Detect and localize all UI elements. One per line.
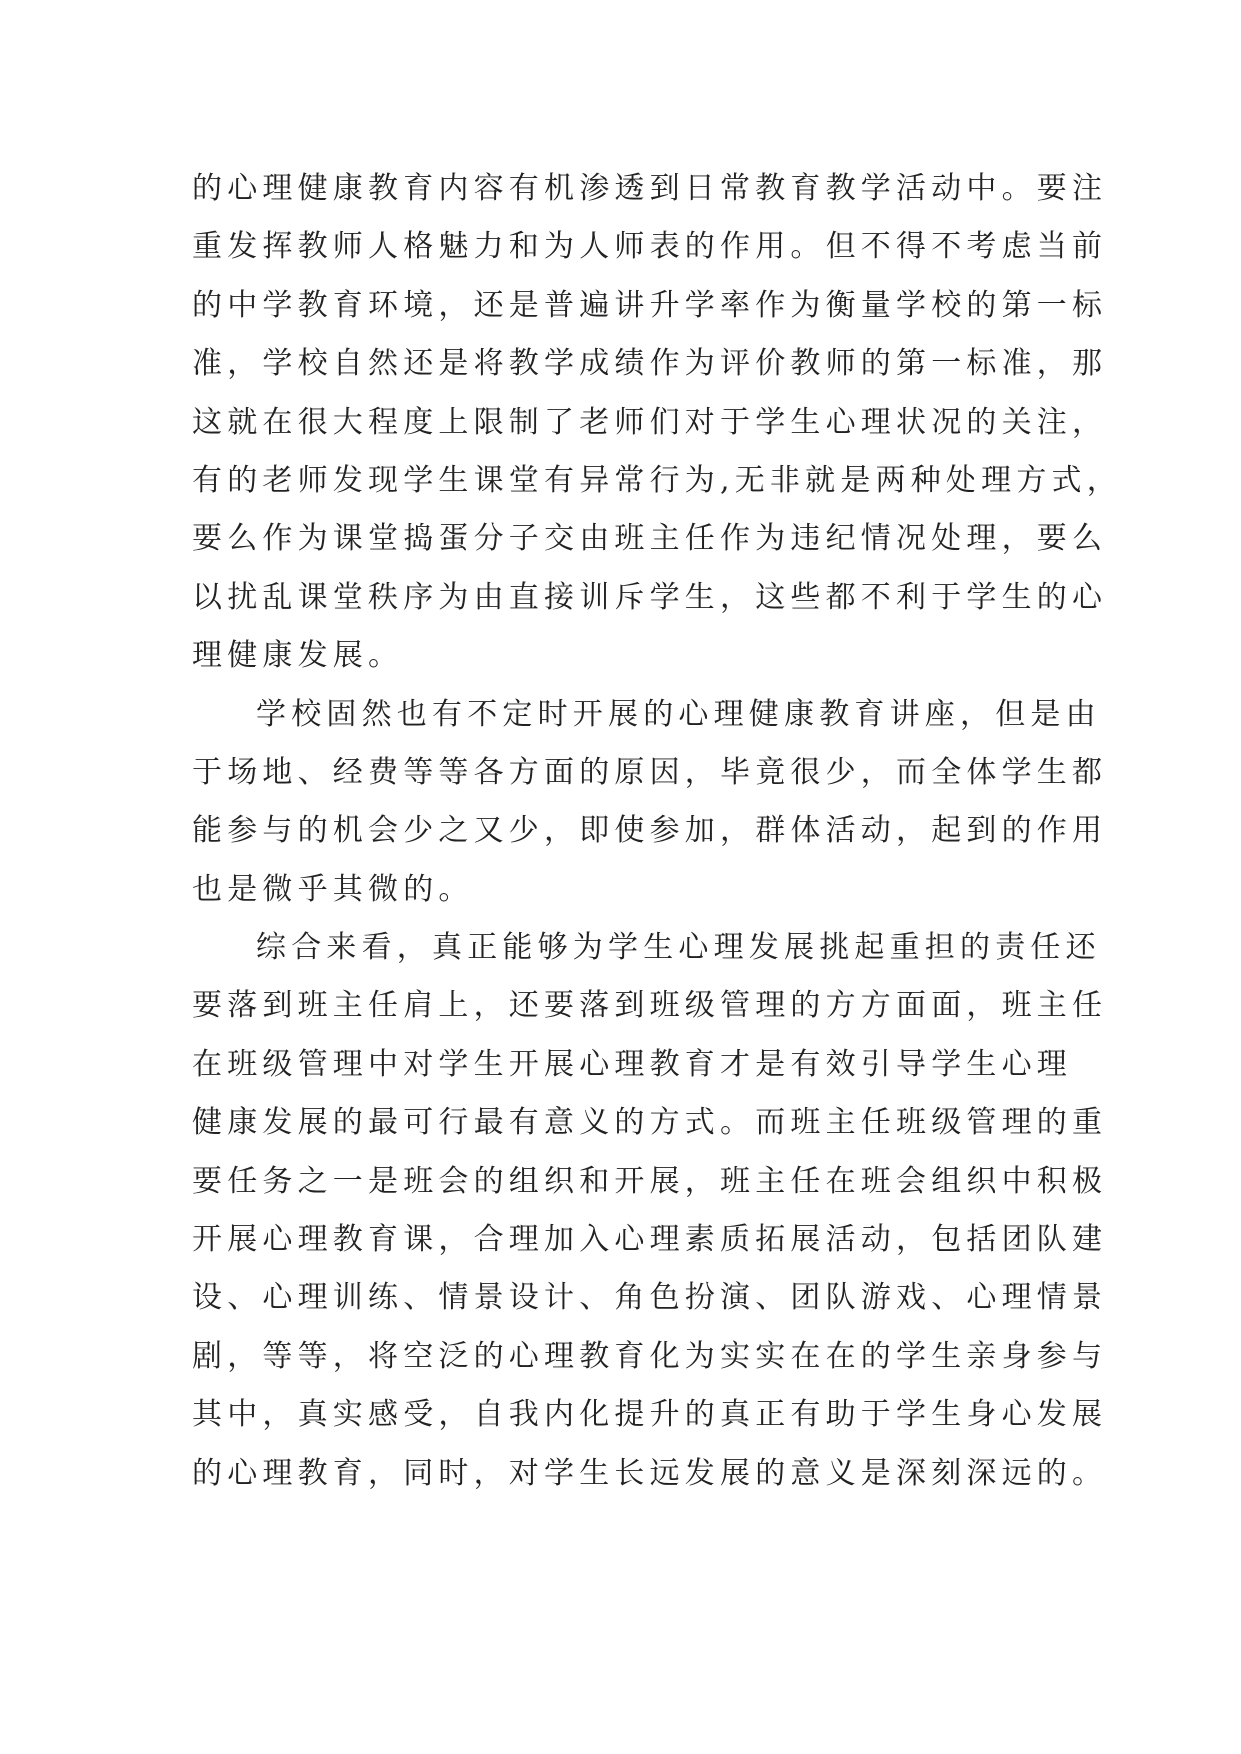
text-line: 理健康发展。 <box>192 638 404 674</box>
body-text <box>192 160 1122 1503</box>
text-line: 开展心理教育课，合理加入心理素质拓展活动，包括团队建 <box>192 1222 1108 1258</box>
text-line: 能参与的机会少之又少，即使参加，群体活动，起到的作用 <box>192 813 1108 849</box>
text-line: 剧，等等，将空泛的心理教育化为实实在在的学生亲身参与 <box>192 1338 1108 1374</box>
paragraph-first-line: 学校固然也有不定时开展的心理健康教育讲座，但是由 <box>256 696 1101 732</box>
text-line: 准，学校自然还是将教学成绩作为评价教师的第一标准，那 <box>192 346 1108 382</box>
text-line: 重发挥教师人格魅力和为人师表的作用。但不得不考虑当前 <box>192 229 1108 265</box>
text-line: 设、心理训练、情景设计、角色扮演、团队游戏、心理情景 <box>192 1280 1108 1316</box>
text-line: 其中，真实感受，自我内化提升的真正有助于学生身心发展 <box>192 1397 1108 1433</box>
paragraph-first-line: 综合来看，真正能够为学生心理发展挑起重担的责任还 <box>256 930 1101 966</box>
text-line: 的心理健康教育内容有机渗透到日常教育教学活动中。要注 <box>192 171 1108 206</box>
text-line: 这就在很大程度上限制了老师们对于学生心理状况的关注， <box>192 404 1108 440</box>
text-line: 健康发展的最可行最有意义的方式。而班主任班级管理的重 <box>192 1105 1108 1141</box>
text-line: 要落到班主任肩上，还要落到班级管理的方方面面，班主任 <box>192 988 1108 1024</box>
text-line: 要么作为课堂捣蛋分子交由班主任作为违纪情况处理，要么 <box>192 521 1108 557</box>
text-line: 有的老师发现学生课堂有异常行为,无非就是两种处理方式， <box>192 462 1122 498</box>
text-line: 也是微乎其微的。 <box>192 871 474 907</box>
text-line: 以扰乱课堂秩序为由直接训斥学生，这些都不利于学生的心 <box>192 579 1108 615</box>
text-line: 于场地、经费等等各方面的原因，毕竟很少，而全体学生都 <box>192 754 1108 790</box>
text-line: 的中学教育环境，还是普遍讲升学率作为衡量学校的第一标 <box>192 287 1108 323</box>
text-line: 要任务之一是班会的组织和开展，班主任在班会组织中积极 <box>192 1163 1108 1199</box>
text-line: 在班级管理中对学生开展心理教育才是有效引导学生心理 <box>192 1046 1072 1082</box>
text-line: 的心理教育，同时，对学生长远发展的意义是深刻深远的。 <box>192 1455 1108 1491</box>
